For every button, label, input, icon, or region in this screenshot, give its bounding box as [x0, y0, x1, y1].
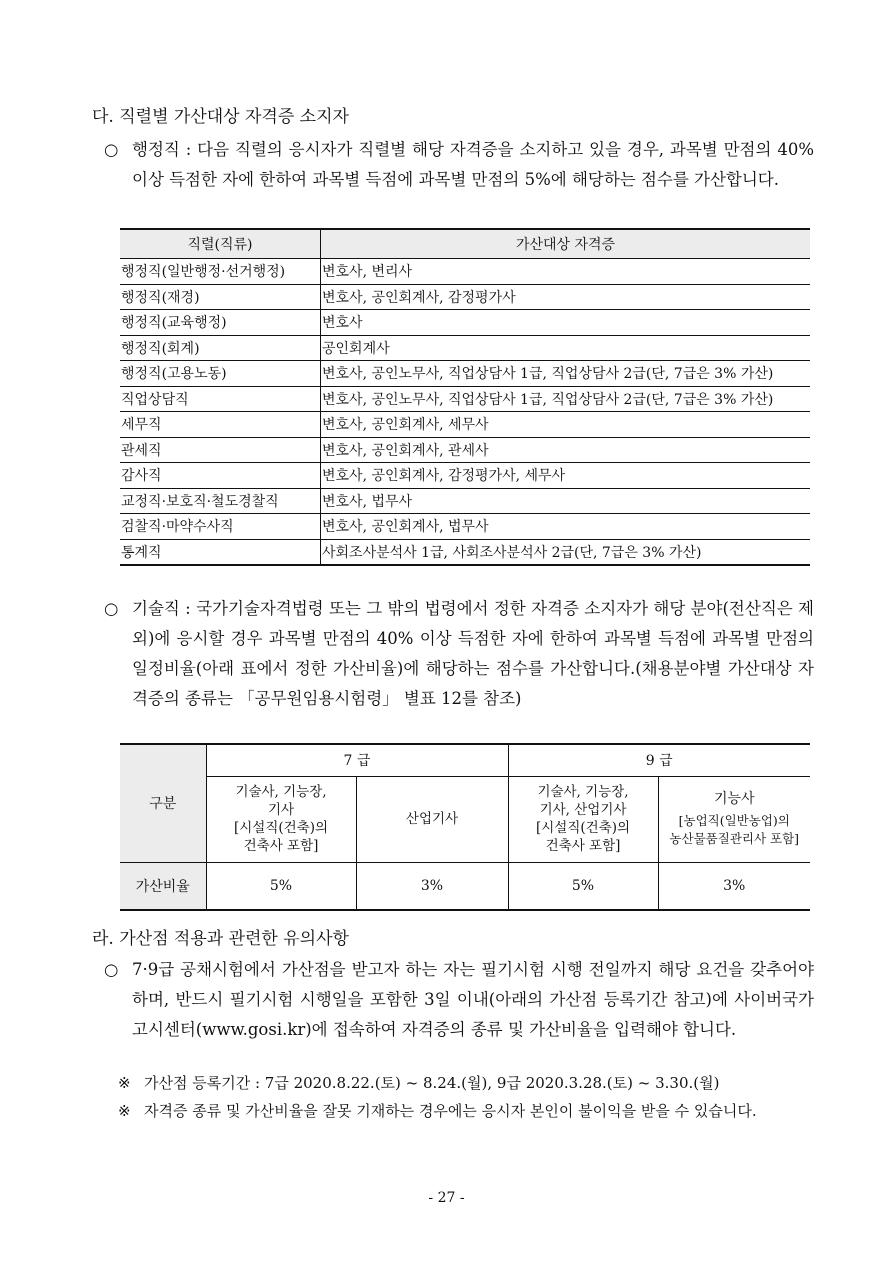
- table-row: [120, 514, 810, 540]
- cert-type-row: [120, 776, 810, 862]
- cell-line: 농산물품질관리사 포함]: [669, 831, 800, 846]
- job-series-cell: 행정직(교육행정): [120, 310, 321, 336]
- admin-text: 행정직 : 다음 직렬의 응시자가 직렬별 해당 자격증을 소지하고 있을 경우, 과목별 만점의 40% 이상 득점한 자에 한하여 과목별 득점에 과목별 만점의 5%에 해당하는 점수를 가산합니다.: [132, 140, 814, 189]
- rate-value: 5%: [508, 862, 658, 910]
- job-series-cell: 행정직(재경): [120, 284, 321, 310]
- note-text: 자격증 종류 및 가산비율을 잘못 기재하는 경우에는 응시자 본인이 불이익을 받을 수 있습니다.: [144, 1102, 757, 1120]
- tech-paragraph: [104, 594, 814, 714]
- admin-paragraph: [104, 135, 814, 195]
- job-series-cell: 감사직: [120, 463, 321, 489]
- certificates-cell: 변호사, 공인노무사, 직업상담사 1급, 직업상담사 2급(단, 7급은 3% 가산): [321, 386, 811, 412]
- rate-value: 5%: [206, 862, 356, 910]
- cell-line: 기술사, 기능장,: [537, 784, 629, 800]
- job-series-cell: 행정직(일반행정·선거행정): [120, 259, 321, 285]
- job-series-cell: 직업상담직: [120, 386, 321, 412]
- section-ra-title: 라. 가산점 적용과 관련한 유의사항: [92, 929, 349, 949]
- table-row: [120, 284, 810, 310]
- certificates-cell: 변호사, 법무사: [321, 488, 811, 514]
- certificates-cell: 사회조사분석사 1급, 사회조사분석사 2급(단, 7급은 3% 가산): [321, 539, 811, 565]
- table-row: [120, 361, 810, 387]
- table-row: [120, 539, 810, 565]
- table-row: [120, 488, 810, 514]
- ra-paragraph: [104, 955, 814, 1045]
- header-job-series: 직렬(직류): [120, 229, 321, 259]
- table-row: [120, 437, 810, 463]
- table-row: [120, 335, 810, 361]
- cell-line: 기사, 산업기사: [539, 802, 627, 818]
- g9-cert-col1: [508, 776, 658, 862]
- job-series-cell: 관세직: [120, 437, 321, 463]
- certificates-cell: 공인회계사: [321, 335, 811, 361]
- rate-row: [120, 862, 810, 910]
- cell-line: 건축사 포함]: [243, 838, 319, 854]
- table-row: [120, 310, 810, 336]
- bullet-circle-icon: ○: [104, 599, 119, 618]
- tech-rate-table: [120, 743, 810, 911]
- table-row: [120, 259, 810, 285]
- job-series-cell: 세무직: [120, 412, 321, 438]
- certificates-cell: 변호사, 공인회계사, 법무사: [321, 514, 811, 540]
- certificates-cell: 변호사, 변리사: [321, 259, 811, 285]
- section-da-title: 다. 직렬별 가산대상 자격증 소지자: [92, 107, 349, 127]
- grade9-header: 9 급: [508, 744, 810, 776]
- cell-line: 기사: [267, 802, 295, 818]
- note-text: 가산점 등록기간 : 7급 2020.8.22.(토) ~ 8.24.(월), 9급 2020.3.28.(토) ~ 3.30.(월): [144, 1074, 720, 1092]
- job-series-cell: 통계직: [120, 539, 321, 565]
- row-header-category: 구분: [120, 744, 206, 862]
- cell-line: 기술사, 기능장,: [235, 784, 327, 800]
- reference-mark-icon: ※: [118, 1102, 131, 1120]
- tech-text: 기술직 : 국가기술자격법령 또는 그 밖의 법령에서 정한 자격증 소지자가 해당 분야(전산직은 제외)에 응시할 경우 과목별 만점의 40% 이상 득점한 자에 한하여 과목별 득점에 과목별 만점의 일정비율(아래 표에서 정한 가산비율)에 해당하는 점수를 가산합니다.(채용분야별 가산대상 자격증의 종류는 「공무원임용시험령」 별표 12를 참조): [132, 599, 814, 708]
- certificates-cell: 변호사, 공인회계사, 감정평가사: [321, 284, 811, 310]
- note-registration-period: [118, 1070, 814, 1096]
- grade7-header: 7 급: [206, 744, 508, 776]
- cell-line: [시설직(건축)의: [233, 820, 329, 836]
- page-number: - 27 -: [428, 1190, 465, 1206]
- job-series-cell: 교정직·보호직·철도경찰직: [120, 488, 321, 514]
- reference-mark-icon: ※: [118, 1074, 131, 1092]
- job-series-cell: 행정직(회계): [120, 335, 321, 361]
- certificates-cell: 변호사, 공인노무사, 직업상담사 1급, 직업상담사 2급(단, 7급은 3% 가산): [321, 361, 811, 387]
- table-row: [120, 463, 810, 489]
- job-series-cell: 검찰직·마약수사직: [120, 514, 321, 540]
- admin-certificate-table: [120, 228, 810, 566]
- g9-cert-col2: [658, 776, 810, 862]
- cell-line: 기능사: [713, 791, 755, 807]
- bullet-circle-icon: ○: [104, 140, 119, 159]
- cell-line: [시설직(건축)의: [535, 820, 631, 836]
- certificates-cell: 변호사, 공인회계사, 관세사: [321, 437, 811, 463]
- rate-value: 3%: [658, 862, 810, 910]
- note-warning: [118, 1098, 814, 1124]
- cell-line: 건축사 포함]: [545, 838, 621, 854]
- table-header-row: [120, 229, 810, 259]
- cell-line: [농업직(일반농업)의: [678, 813, 790, 828]
- grade-header-row: [120, 744, 810, 776]
- ra-text: 7·9급 공채시험에서 가산점을 받고자 하는 자는 필기시험 시행 전일까지 해당 요건을 갖추어야 하며, 반드시 필기시험 시행일을 포함한 3일 이내(아래의 가산점 등록기간 참고)에 사이버국가고시센터(www.gosi.kr)에 접속하여 자격증의 종류 및 가산비율을 입력해야 합니다.: [132, 960, 814, 1039]
- g7-cert-col1: [206, 776, 356, 862]
- rate-value: 3%: [356, 862, 508, 910]
- certificates-cell: 변호사, 공인회계사, 세무사: [321, 412, 811, 438]
- table-row: [120, 386, 810, 412]
- table-row: [120, 412, 810, 438]
- bullet-circle-icon: ○: [104, 960, 119, 979]
- header-certificates: 가산대상 자격증: [321, 229, 811, 259]
- rate-label: 가산비율: [120, 862, 206, 910]
- certificates-cell: 변호사, 공인회계사, 감정평가사, 세무사: [321, 463, 811, 489]
- job-series-cell: 행정직(고용노동): [120, 361, 321, 387]
- g7-cert-col2: 산업기사: [356, 776, 508, 862]
- certificates-cell: 변호사: [321, 310, 811, 336]
